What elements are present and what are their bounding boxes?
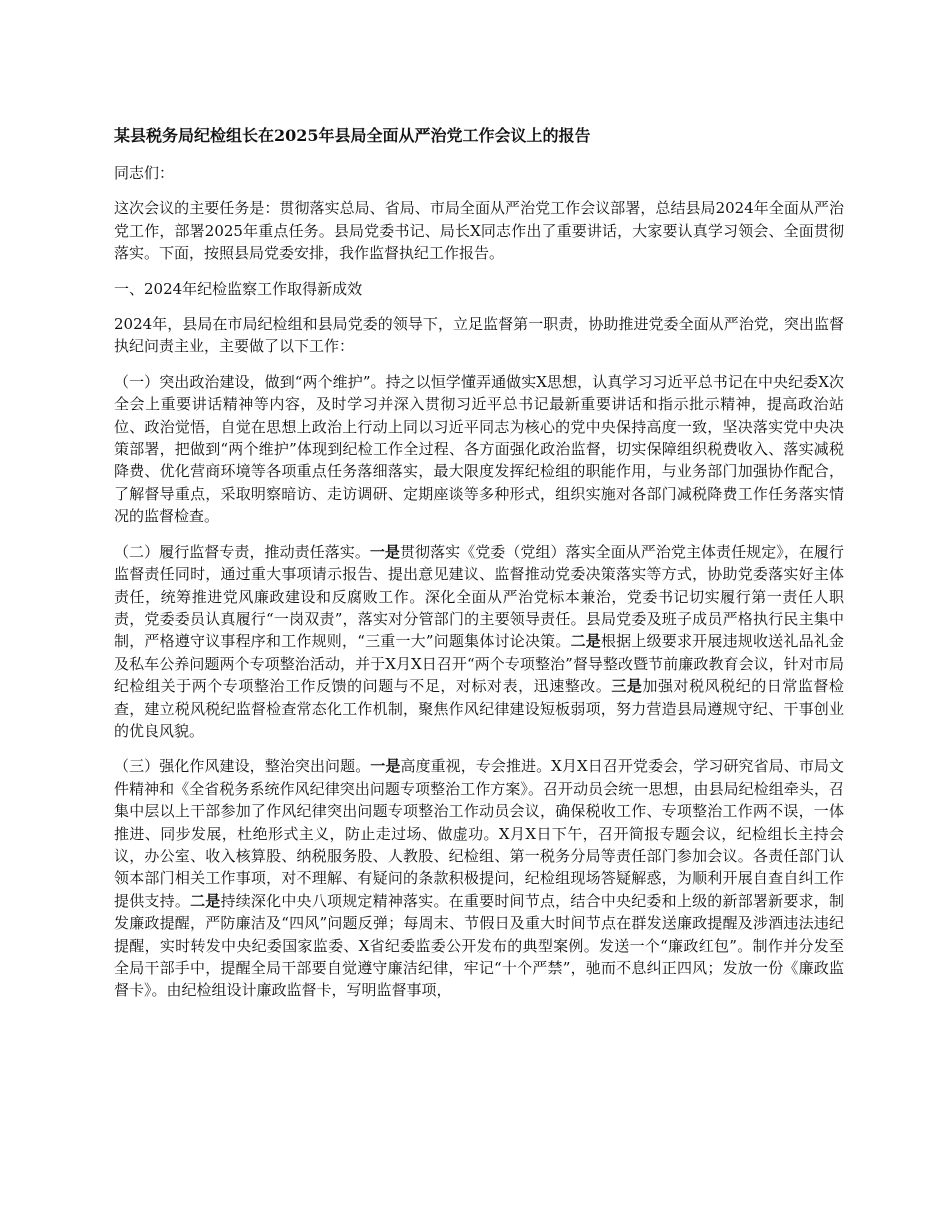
item-3-point-2-text: 持续深化中央八项规定精神落实。在重要时间节点，结合中央纪委和上级的新部署新要求，制发廉政提醒，严防廉洁及“四风”问题反弹；每周末、节假日及重大时间节点在群发送廉政提醒及涉酒违法违纪提醒，实时转发中央纪委国家监委、X省纪委监委公开发布的典型案例。发送一个“廉政红包”。制作并分发至全局干部手中，提醒全局干部要自觉遵守廉洁纪律，牢记“十个严禁”，驰而不息纠正四风；发放一份《廉政监督卡》。由纪检组设计廉政监督卡，写明监督事项， [114,891,844,1000]
item-2-heading: （二）履行监督专责，推动责任落实。 [114,542,370,561]
report-page [114,124,844,1015]
item-3-paragraph [114,755,844,1001]
item-3-point-2-label: 二是 [190,891,221,910]
report-title: 某县税务局纪检组长在2025年县局全面从严治党工作会议上的报告 [114,126,591,145]
item-2-point-3-text: 加强对税风税纪的日常监督检查，建立税风税纪监督检查常态化工作机制，聚焦作风纪律建设短板弱项，努力营造县局遵规守纪、干事创业的优良风貌。 [114,677,844,740]
item-2-paragraph [114,541,844,743]
item-2-point-3-label: 三是 [611,677,643,696]
item-2-point-1-text: 贯彻落实《党委（党组）落实全面从严治党主体责任规定》，在履行监督责任同时，通过重大事项请示报告、提出意见建议、监督推动党委决策落实等方式，协助党委落实好主体责任，统筹推进党风廉政建设和反腐败工作。深化全面从严治党标本兼治，党委书记切实履行第一责任人职责，党委委员认真履行“一岗双责”，落实对分管部门的主要领导责任。县局党委及班子成员严格执行民主集中制，严格遵守议事程序和工作规则，“三重一大”问题集体讨论决策。 [114,542,844,651]
item-3-point-1-text: 高度重视，专会推进。X月X日召开党委会，学习研究省局、市局文件精神和《全省税务系统作风纪律突出问题专项整治工作方案》。召开动员会统一思想，由县局纪检组牵头，召集中层以上干部参加了作风纪律突出问题专项整治工作动员会议，确保税收工作、专项整治工作两不误，一体推进、同步发展，杜绝形式主义，防止走过场、做虚功。X月X日下午，召开简报专题会议，纪检组长主持会议，办公室、收入核算股、纳税服务股、人教股、纪检组、第一税务分局等责任部门参加会议。各责任部门认领本部门相关工作事项，对不理解、有疑问的条款积极提问，纪检组现场答疑解惑，为顺利开展自查自纠工作提供支持。 [114,757,844,910]
item-2-point-2-text: 根据上级要求开展违规收送礼品礼金及私车公养问题两个专项整治活动，并于X月X日召开“两个专项整治”督导整改暨节前廉政教育会议，针对市局纪检组关于两个专项整治工作反馈的问题与不足，对标对表，迅速整改。 [114,632,844,696]
item-3-heading: （三）强化作风建设，整治突出问题。 [114,757,371,776]
intro-paragraph: 这次会议的主要任务是：贯彻落实总局、省局、市局全面从严治党工作会议部署，总结县局2024年全面从严治党工作，部署2025年重点任务。县局党委书记、局长X同志作出了重要讲话，大家要认真学习领会、全面贯彻落实。下面，按照县局党委安排，我作监督执纪工作报告。 [114,199,844,263]
item-3-point-1-label: 一是 [370,757,401,776]
item-2-point-1-label: 一是 [369,542,400,561]
section-heading: 一、2024年纪检监察工作取得新成效 [114,279,363,298]
item-1-paragraph: （一）突出政治建设，做到“两个维护”。持之以恒学懂弄通做实X思想，认真学习习近平总书记在中央纪委X次全会上重要讲话精神等内容，及时学习并深入贯彻习近平总书记最新重要讲话和指示批示精神，提高政治站位、政治觉悟，自觉在思想上政治上行动上同以习近平同志为核心的党中央保持高度一致，坚决落实党中央决策部署，把做到“两个维护”体现到纪检工作全过程、各方面强化政治监督，切实保障组织税费收入、落实减税降费、优化营商环境等各项重点任务落细落实，最大限度发挥纪检组的职能作用，与业务部门加强协作配合，了解督导重点，采取明察暗访、走访调研、定期座谈等多种形式，组织实施对各部门减税降费工作任务落实情况的监督检查。 [114,372,844,526]
item-2-point-2-label: 二是 [570,632,601,651]
section-intro-paragraph: 2024年，县局在市局纪检组和县局党委的领导下，立足监督第一职责，协助推进党委全面从严治党，突出监督执纪问责主业，主要做了以下工作： [114,315,844,356]
greeting: 同志们： [114,164,175,182]
